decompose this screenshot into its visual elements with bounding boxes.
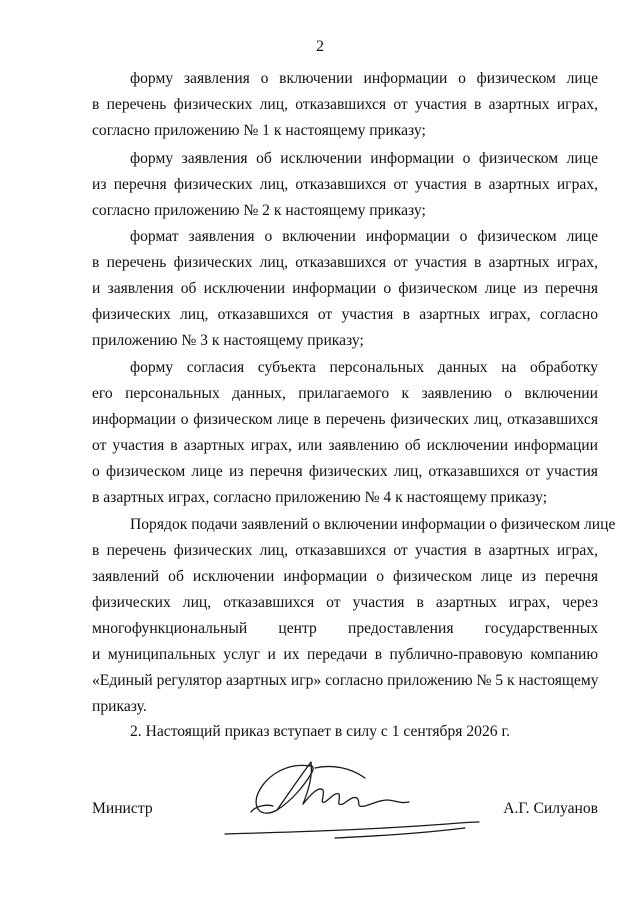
text-line: многофункциональный центр предоставления государственных (92, 620, 598, 637)
text-line: физических лиц, отказавшихся от участия в азартных играх, согласно (92, 306, 598, 323)
text-line: информации о физическом лице в перечень физических лиц, отказавшихся (92, 411, 598, 428)
text-line: согласно приложению № 2 к настоящему приказу; (92, 202, 426, 219)
text-line: согласно приложению № 1 к настоящему приказу; (92, 122, 426, 139)
text-line: и муниципальных услуг и их передачи в публично-правовую компанию (92, 646, 598, 663)
text-line: приложению № 3 к настоящему приказу; (92, 332, 364, 349)
paragraph-5 (92, 512, 616, 720)
text-line: Порядок подачи заявлений о включении информации о физическом лице (130, 516, 616, 533)
text-line: заявлений об исключении информации о физическом лице из перечня (92, 568, 598, 585)
paragraph-2 (92, 146, 598, 224)
text-line: в перечень физических лиц, отказавшихся от участия в азартных играх, (92, 254, 598, 271)
handwritten-signature (215, 748, 485, 848)
signatory-role: Министр (92, 800, 153, 817)
text-line: форму согласия субъекта персональных данных на обработку (130, 359, 598, 376)
text-line: из перечня физических лиц, отказавшихся от участия в азартных играх, (92, 176, 598, 193)
text-line: и заявления об исключении информации о физическом лице из перечня (92, 280, 598, 297)
text-line: от участия в азартных играх, или заявлению об исключении информации (92, 437, 598, 454)
text-line: в перечень физических лиц, отказавшихся от участия в азартных играх, (92, 96, 598, 113)
text-line: форму заявления о включении информации о физическом лице (130, 70, 598, 87)
text-line: в перечень физических лиц, отказавшихся от участия в азартных играх, (92, 542, 598, 559)
paragraph-1 (92, 66, 598, 144)
text-line: 2. Настоящий приказ вступает в силу с 1 сентября 2026 г. (130, 723, 510, 740)
text-line: форму заявления об исключении информации о физическом лице (130, 150, 598, 167)
text-line: приказу. (92, 698, 147, 715)
text-line: его персональных данных, прилагаемого к заявлению о включении (92, 385, 598, 402)
text-line: о физическом лице из перечня физических лиц, отказавшихся от участия (92, 463, 598, 480)
text-line: «Единый регулятор азартных игр» согласно приложению № 5 к настоящему (92, 672, 599, 689)
clause-2 (92, 719, 598, 745)
paragraph-3 (92, 224, 598, 354)
page-number: 2 (316, 38, 324, 55)
signatory-name: А.Г. Силуанов (503, 800, 598, 817)
paragraph-4 (92, 355, 598, 511)
text-line: формат заявления о включении информации о физическом лице (130, 228, 598, 245)
text-line: физических лиц, отказавшихся от участия в азартных играх, через (92, 594, 598, 611)
text-line: в азартных играх, согласно приложению № 4 к настоящему приказу; (92, 489, 548, 506)
